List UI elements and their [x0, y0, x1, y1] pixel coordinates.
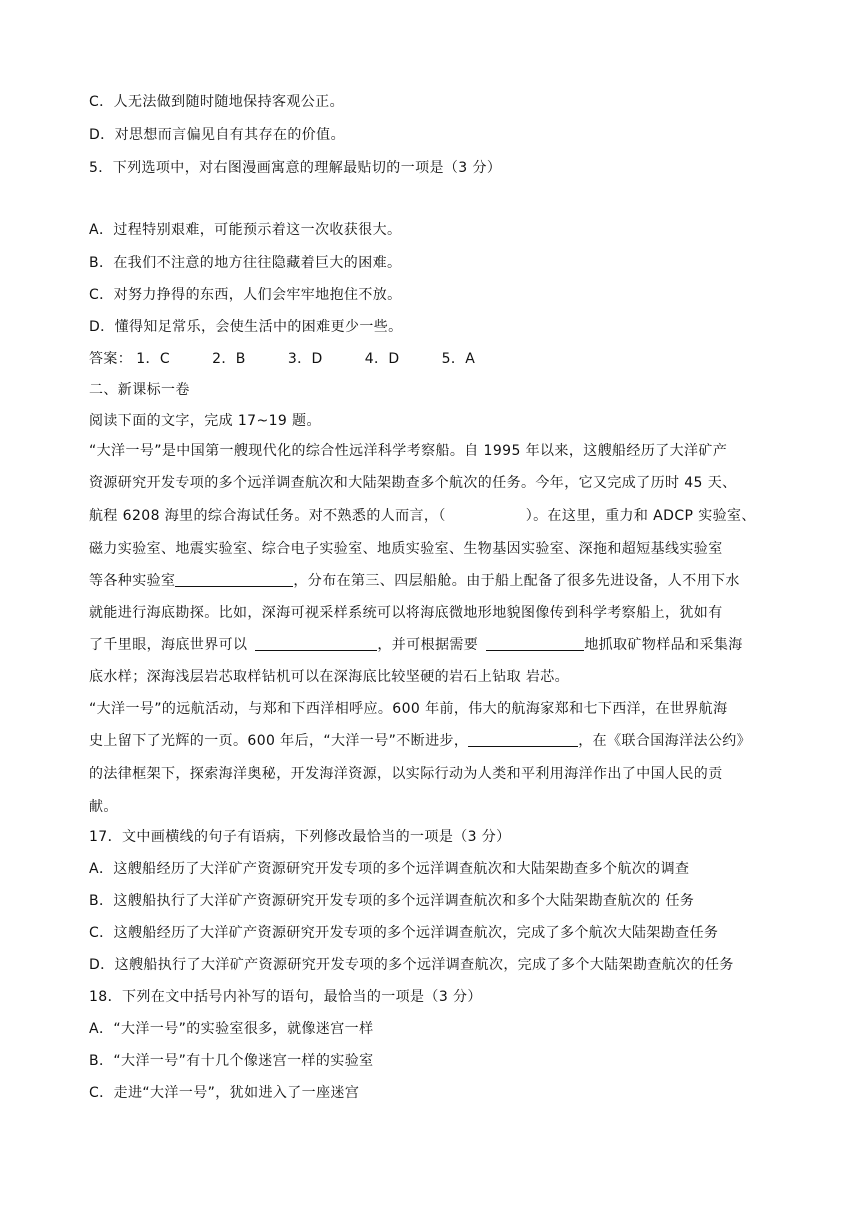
passage-line: 献。: [89, 799, 118, 815]
answer-key: [89, 348, 475, 370]
passage-line: 资源研究开发专项的多个远洋调查航次和大陆架勘查多个航次的任务。今年，它又完成了历时 45 天、: [89, 475, 737, 491]
question-5-stem: 5．下列选项中，对右图漫画寓意的理解最贴切的一项是（3 分）: [89, 160, 502, 176]
question-18-option-c: C．走进“大洋一号”，犹如进入了一座迷宫: [89, 1085, 360, 1101]
answer-item: 2．B: [212, 351, 246, 367]
question-17-option-c: C．这艘船经历了大洋矿产资源研究开发专项的多个远洋调查航次，完成了多个航次大陆架勘查任务: [89, 925, 719, 941]
question-17-option-b: B．这艘船执行了大洋矿产资源研究开发专项的多个远洋调查航次和多个大陆架勘查航次的 任务: [89, 893, 695, 909]
question-17-option-a: A．这艘船经历了大洋矿产资源研究开发专项的多个远洋调查航次和大陆架勘查多个航次的调查: [89, 861, 690, 877]
option-d-prev: D．对思想而言偏见自有其存在的价值。: [89, 127, 345, 143]
question-18-stem: 18．下列在文中括号内补写的语句，最恰当的一项是（3 分）: [89, 989, 482, 1005]
question-5-option-d: D．懂得知足常乐，会使生活中的困难更少一些。: [89, 319, 403, 335]
question-17-option-d: D．这艘船执行了大洋矿产资源研究开发专项的多个远洋调查航次，完成了多个大陆架勘查航次的任务: [89, 957, 734, 973]
fill-blank: [468, 731, 578, 747]
passage-line: 史上留下了光辉的一页。600 年后，“大洋一号”不断进步， ，在《联合国海洋法公约》: [89, 733, 752, 749]
section-heading: 二、新课标一卷: [89, 382, 190, 398]
passage-line: 等各种实验室 ，分布在第三、四层船舱。由于船上配备了很多先进设备，人不用下水: [89, 573, 740, 589]
passage-line: 就能进行海底勘探。比如，深海可视采样系统可以将海底微地形地貌图像传到科学考察船上，犹如有: [89, 605, 723, 621]
fill-blank: [255, 635, 377, 651]
passage-line: 底水样；深海浅层岩芯取样钻机可以在深海底比较坚硬的岩石上钻取 岩芯。: [89, 669, 570, 685]
answer-item: 3．D: [287, 351, 323, 367]
question-5-option-b: B．在我们不注意的地方往往隐藏着巨大的困难。: [89, 255, 402, 271]
passage-line: 了千里眼，海底世界可以 ，并可根据需要 地抓取矿物样品和采集海: [89, 637, 743, 653]
passage-line: “大洋一号”的远航活动，与郑和下西洋相呼应。600 年前，伟大的航海家郑和七下西洋，在世界航海: [89, 701, 728, 717]
fill-blank: [486, 635, 584, 651]
answer-item: 1．C: [136, 351, 171, 367]
passage-line: “大洋一号”是中国第一艘现代化的综合性远洋科学考察船。自 1995 年以来，这艘船经历了大洋矿产: [89, 443, 728, 459]
passage-line: 的法律框架下，探索海洋奥秘，开发海洋资源，以实际行动为人类和平利用海洋作出了中国人民的贡: [89, 766, 723, 782]
question-17-stem: 17．文中画横线的句子有语病，下列修改最恰当的一项是（3 分）: [89, 829, 511, 845]
passage-line: 航程 6208 海里的综合海试任务。对不熟悉的人而言，（ ）。在这里，重力和 ADCP 实验室、: [89, 508, 756, 524]
passage-line: 磁力实验室、地震实验室、综合电子实验室、地质实验室、生物基因实验室、深拖和超短基线实验室: [89, 541, 723, 557]
fill-blank: [175, 571, 293, 587]
question-5-option-a: A．过程特别艰难，可能预示着这一次收获很大。: [89, 222, 402, 238]
question-5-option-c: C．对努力挣得的东西，人们会牢牢地抱住不放。: [89, 287, 402, 303]
question-18-option-a: A．“大洋一号”的实验室很多，就像迷宫一样: [89, 1021, 374, 1037]
option-c-prev: C．人无法做到随时随地保持客观公正。: [89, 94, 344, 110]
question-18-option-b: B．“大洋一号”有十几个像迷宫一样的实验室: [89, 1053, 374, 1069]
answer-label: 答案：: [89, 351, 133, 367]
answer-item: 5．A: [441, 351, 476, 367]
answer-item: 4．D: [364, 351, 400, 367]
section-instruction: 阅读下面的文字，完成 17~19 题。: [89, 413, 321, 429]
